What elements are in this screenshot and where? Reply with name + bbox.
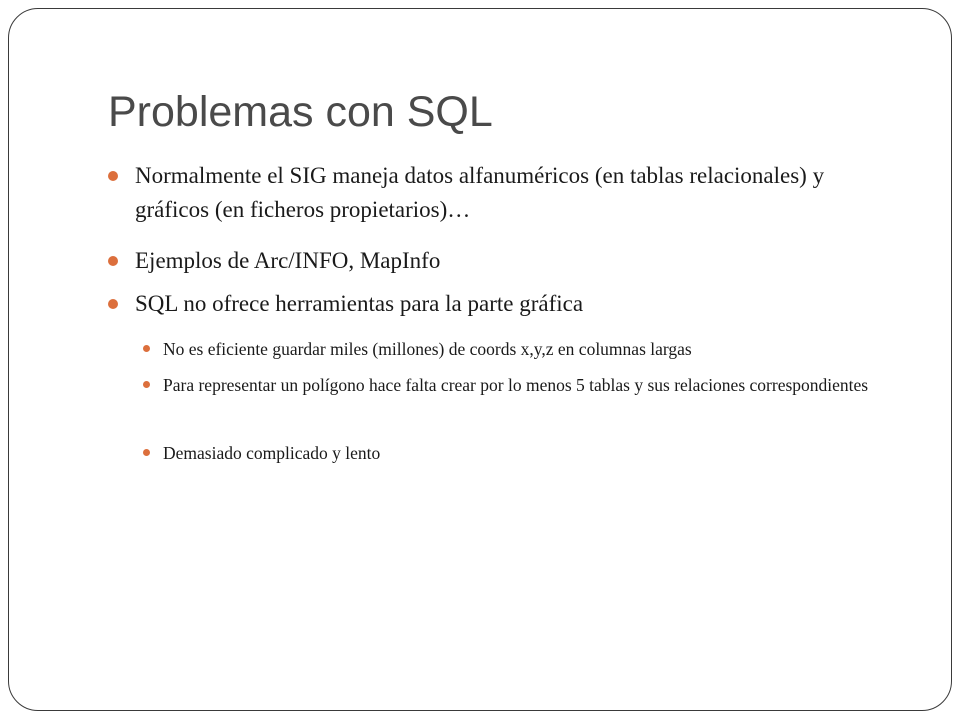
sub-bullet-item	[143, 372, 903, 398]
sub-bullet-text: Para representar un polígono hace falta crear por lo menos 5 tablas y sus relaciones correspondientes	[163, 375, 869, 395]
sub-bullet-item	[143, 440, 903, 466]
bullet-item	[108, 244, 868, 278]
bullet-dot-icon	[108, 299, 118, 309]
bullet-text: Ejemplos de Arc/INFO, MapInfo	[135, 248, 441, 273]
bullet-item	[108, 287, 868, 321]
bullet-text: SQL no ofrece herramientas para la parte gráfica	[135, 291, 584, 316]
sub-bullet-text: No es eficiente guardar miles (millones) de coords x,y,z en columnas largas	[163, 339, 692, 359]
bullet-dot-icon	[143, 345, 150, 352]
slide-title: Problemas con SQL	[108, 88, 493, 136]
bullet-dot-icon	[143, 381, 150, 388]
bullet-dot-icon	[143, 449, 150, 456]
bullet-dot-icon	[108, 171, 118, 181]
sub-bullet-text: Demasiado complicado y lento	[163, 443, 381, 463]
bullet-dot-icon	[108, 256, 118, 266]
bullet-text: Normalmente el SIG maneja datos alfanuméricos (en tablas relacionales) y gráficos (en ficheros propietarios)…	[135, 163, 825, 222]
bullet-item	[108, 159, 868, 227]
sub-bullet-item	[143, 336, 903, 362]
